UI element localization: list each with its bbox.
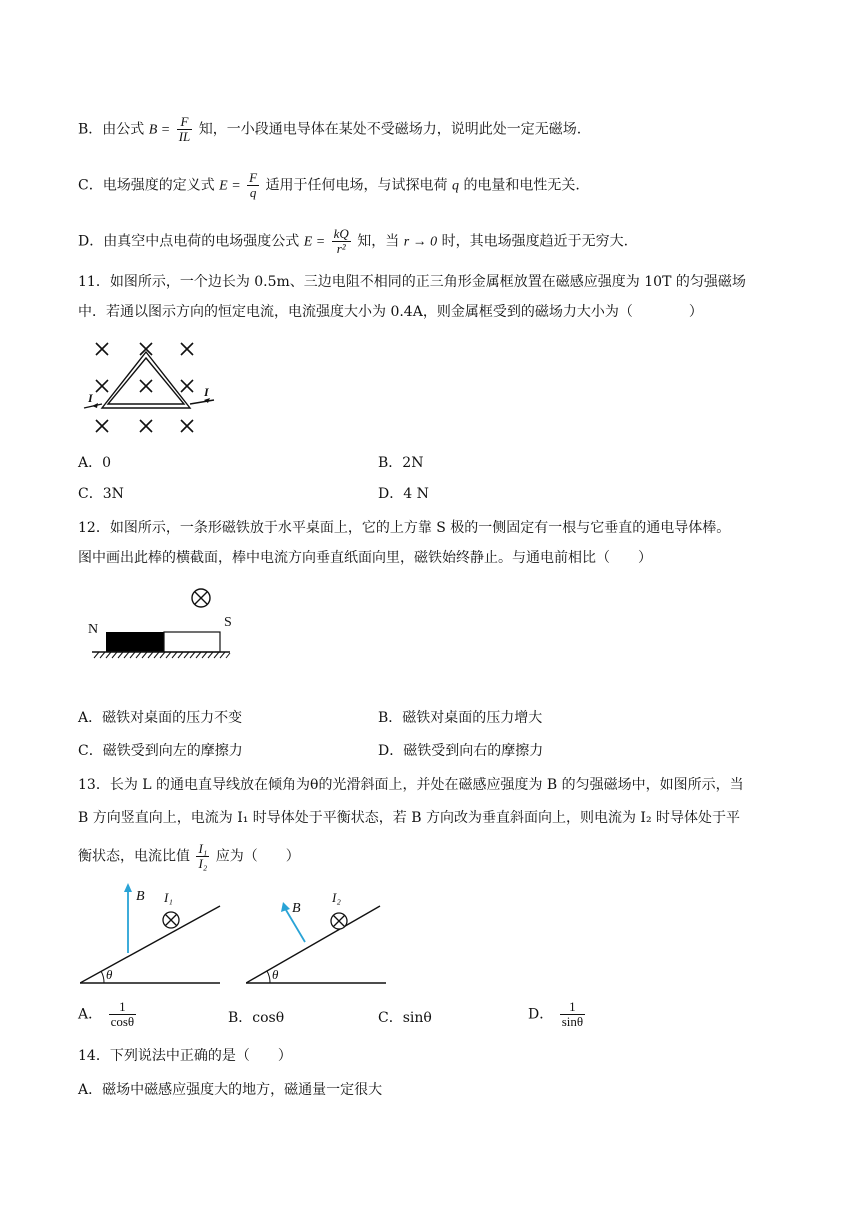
q10-c-suffix: 的电量和电性无关.	[463, 177, 580, 194]
q13-option-a[interactable]	[78, 1000, 138, 1029]
q13-option-d-num: 1	[569, 999, 576, 1014]
q13-option-d-fraction	[560, 1000, 585, 1029]
q10-c-var: q	[451, 178, 459, 194]
q12-label-n: N	[88, 622, 99, 637]
q13-option-c[interactable]: C．sinθ	[378, 1010, 432, 1026]
q10-c-num: F	[249, 170, 258, 185]
q13-stem-line3	[78, 842, 300, 871]
q11-field-crosses	[96, 343, 193, 432]
q12-stem-line2: 图中画出此棒的横截面，棒中电流方向垂直纸面向里，磁铁始终静止。与通电前相比（ ）	[78, 550, 652, 566]
q10-b-prefix: B．由公式	[78, 121, 145, 138]
q13-fig1-theta: θ	[106, 967, 113, 982]
q13-fig2-label-i2: I₂	[332, 890, 341, 905]
q13-option-d-den: sinθ	[561, 1014, 584, 1029]
q12-stem-line1: 12．如图所示，一条形磁铁放于水平桌面上，它的上方靠 S 极的一侧固定有一根与它垂直的通电导体棒。	[78, 520, 731, 536]
q13-fig1-conductor-icon	[163, 912, 179, 928]
q13-option-b[interactable]: B．cosθ	[228, 1010, 285, 1026]
q11-option-b[interactable]: B．2N	[378, 455, 424, 471]
q10-d-fraction	[332, 227, 351, 256]
q12-magnet-south	[164, 632, 220, 652]
q14-option-a[interactable]: A．磁场中磁感应强度大的地方，磁通量一定很大	[78, 1082, 383, 1098]
q11-label-i-right: I	[204, 385, 209, 399]
q13-stem-line1: 13．长为 L 的通电直导线放在倾角为θ的光滑斜面上，并处在磁感应强度为 B 的匀强磁场中，如图所示，当	[78, 777, 744, 793]
q13-option-a-den: cosθ	[110, 1014, 135, 1029]
q13-ratio-num: I₁	[198, 841, 208, 856]
q13-option-a-prefix: A．	[78, 1006, 103, 1023]
q14-stem: 14．下列说法中正确的是（ ）	[78, 1048, 292, 1064]
q13-option-a-num: 1	[119, 999, 126, 1014]
q10-d-mid: 知，当	[357, 233, 400, 250]
q13-ratio-den: I₂	[198, 856, 208, 871]
q10-d-suffix: 时，其电场强度趋近于无穷大.	[441, 233, 629, 250]
q10-b-fraction	[177, 115, 193, 144]
conductor-into-page-icon	[192, 589, 210, 607]
q13-line3-suffix: 应为（ ）	[215, 848, 300, 865]
q11-option-c[interactable]: C．3N	[78, 486, 124, 502]
q12-figure	[84, 584, 244, 664]
q11-figure	[78, 338, 228, 440]
q11-option-a[interactable]: A．0	[78, 455, 112, 471]
q10-c-prefix: C．电场强度的定义式	[78, 177, 215, 194]
q10-option-d	[78, 227, 628, 256]
q10-b-num: F	[180, 114, 189, 129]
q13-ratio-fraction	[196, 842, 209, 871]
q11-stem-line2: 中．若通以图示方向的恒定电流，电流强度大小为 0.4A，则金属框受到的磁场力大小为（ ）	[78, 304, 703, 320]
q12-magnet-north	[106, 632, 164, 652]
q10-b-lhs: B =	[148, 122, 171, 138]
q12-option-a[interactable]: A．磁铁对桌面的压力不变	[78, 710, 243, 726]
q10-d-prefix: D．由真空中点电荷的电场强度公式	[78, 233, 300, 250]
q13-option-a-fraction	[109, 1000, 137, 1029]
q10-c-lhs: E =	[219, 178, 241, 194]
q12-option-b[interactable]: B．磁铁对桌面的压力增大	[378, 710, 543, 726]
q13-stem-line2: B 方向竖直向上，电流为 I₁ 时导体处于平衡状态，若 B 方向改为垂直斜面向上，则电流为 I₂ 时导体处于平	[78, 810, 741, 826]
q13-figure-1	[80, 878, 230, 988]
q10-c-fraction	[247, 171, 259, 200]
q12-option-d[interactable]: D．磁铁受到向右的摩擦力	[378, 743, 544, 759]
q12-table-hatching	[94, 652, 230, 658]
q11-triangle-frame	[84, 352, 214, 408]
q13-figure-2	[246, 878, 396, 988]
q11-stem-line1: 11．如图所示，一个边长为 0.5m、三边电阻不相同的正三角形金属框放置在磁感应强度为 10T 的匀强磁场	[78, 274, 746, 290]
q10-b-suffix: 知，一小段通电导体在某处不受磁场力，说明此处一定无磁场.	[198, 121, 582, 138]
q10-d-cond: r → 0	[403, 234, 438, 250]
q10-b-den: IL	[178, 129, 191, 144]
q10-option-b	[78, 115, 581, 144]
q13-fig2-theta: θ	[272, 967, 279, 982]
q10-d-den: r²	[332, 241, 351, 256]
q11-label-i-left: I	[88, 391, 93, 405]
q10-d-lhs: E =	[303, 234, 326, 250]
q12-option-c[interactable]: C．磁铁受到向左的摩擦力	[78, 743, 243, 759]
q13-fig1-label-b: B	[136, 889, 145, 904]
q13-fig2-label-b: B	[292, 901, 301, 916]
q10-c-den: q	[247, 185, 259, 200]
q13-line3-prefix: 衡状态，电流比值	[78, 848, 190, 865]
q13-fig1-label-i1: I₁	[164, 890, 173, 905]
q13-option-d[interactable]	[528, 1000, 587, 1029]
q10-option-c	[78, 171, 580, 200]
q11-option-d[interactable]: D．4 N	[378, 486, 429, 502]
q10-d-num: kQ	[333, 226, 349, 241]
q13-option-d-prefix: D．	[528, 1006, 554, 1023]
q12-label-s: S	[224, 615, 232, 630]
q13-fig2-conductor-icon	[331, 913, 347, 929]
q10-c-mid: 适用于任何电场，与试探电荷	[265, 177, 448, 194]
